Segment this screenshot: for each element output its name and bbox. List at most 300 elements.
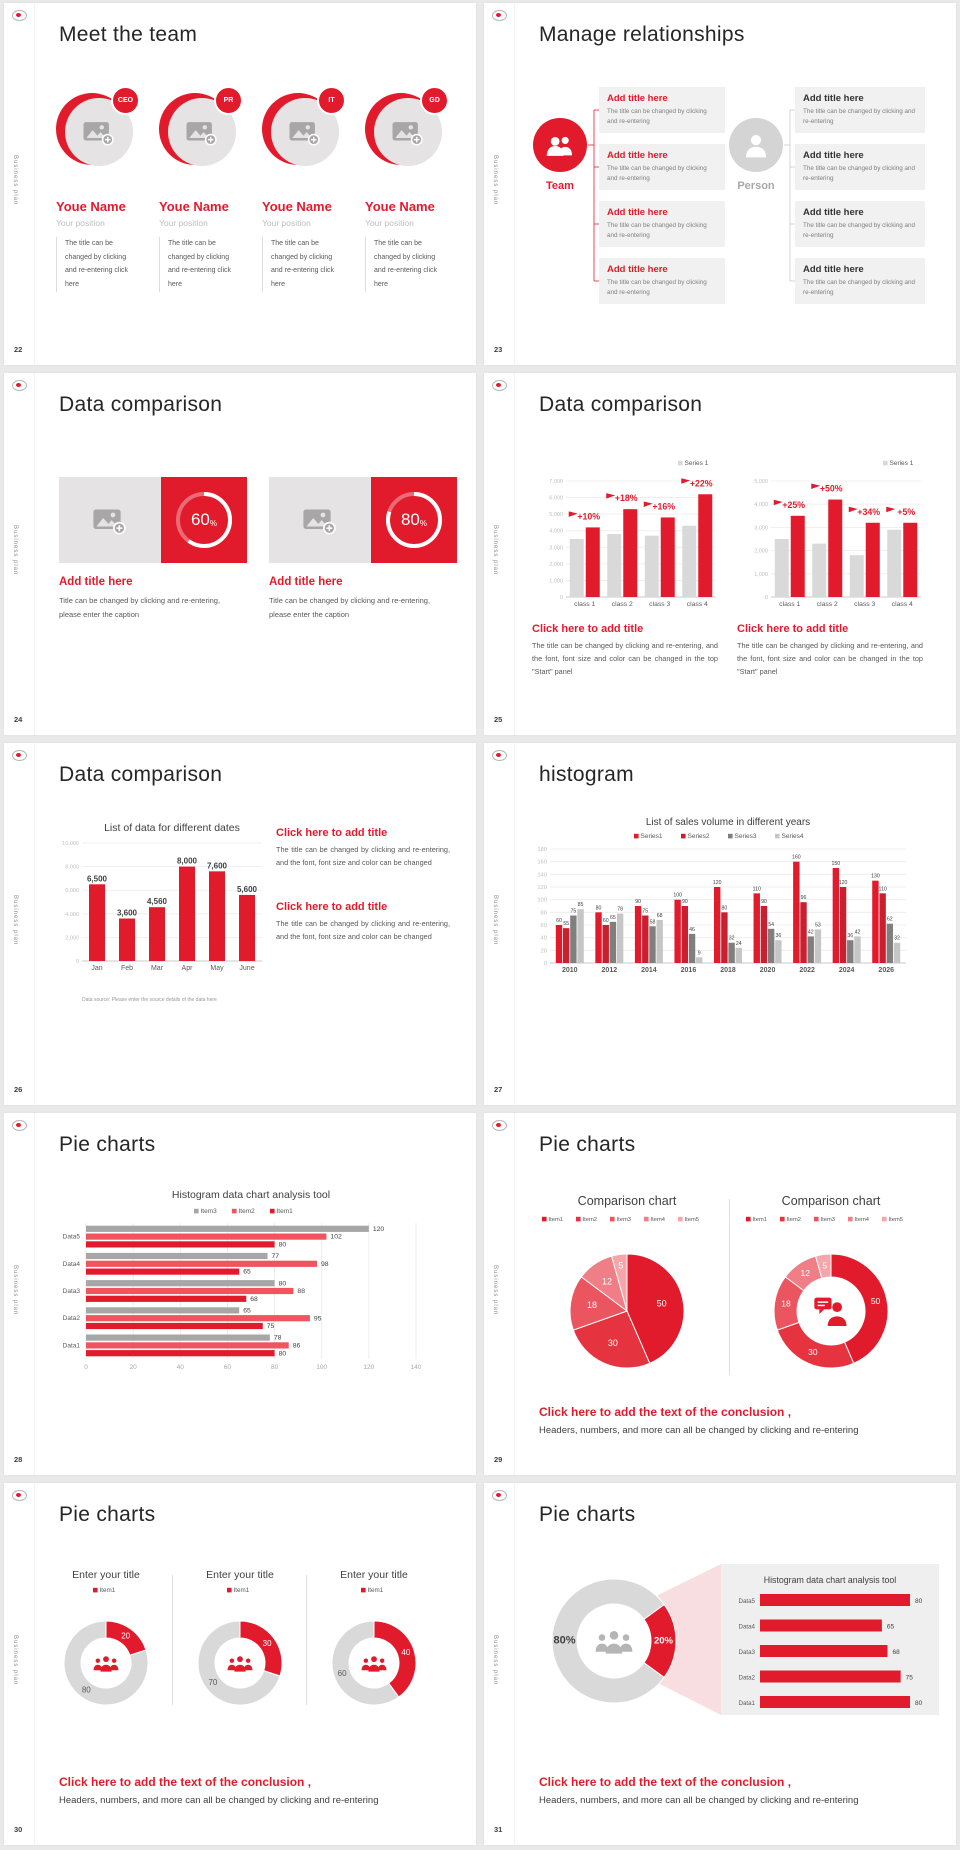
svg-text:42: 42 bbox=[807, 929, 814, 936]
svg-text:120: 120 bbox=[537, 885, 547, 891]
role-badge: GD bbox=[420, 86, 449, 115]
slide-27[interactable] bbox=[484, 743, 956, 1105]
svg-text:80%: 80% bbox=[553, 1634, 576, 1647]
svg-text:Data4: Data4 bbox=[62, 1260, 80, 1268]
svg-text:12: 12 bbox=[800, 1267, 811, 1278]
brand-logo-icon bbox=[12, 750, 27, 761]
svg-text:Item3: Item3 bbox=[616, 1217, 631, 1223]
svg-text:Series 1: Series 1 bbox=[684, 460, 709, 467]
svg-text:9: 9 bbox=[697, 950, 701, 957]
slide-title: Manage relationships bbox=[539, 23, 745, 46]
box-desc: The title can be changed by clicking and re-entering bbox=[803, 222, 916, 239]
svg-text:class 4: class 4 bbox=[891, 601, 913, 608]
svg-text:2,000: 2,000 bbox=[549, 561, 563, 568]
svg-text:6,500: 6,500 bbox=[86, 874, 108, 884]
donut-chart bbox=[174, 1565, 306, 1727]
svg-text:Item2: Item2 bbox=[238, 1208, 255, 1215]
svg-text:80: 80 bbox=[270, 1364, 279, 1371]
svg-text:Series 1: Series 1 bbox=[889, 460, 914, 467]
svg-text:Item2: Item2 bbox=[786, 1217, 801, 1223]
svg-text:2020: 2020 bbox=[759, 967, 776, 974]
svg-text:5: 5 bbox=[822, 1260, 828, 1271]
svg-text:20: 20 bbox=[121, 1631, 131, 1641]
svg-text:Item5: Item5 bbox=[684, 1217, 699, 1223]
svg-text:160: 160 bbox=[537, 859, 547, 866]
svg-text:100: 100 bbox=[673, 892, 682, 899]
svg-text:18: 18 bbox=[781, 1298, 791, 1309]
page-number: 26 bbox=[14, 1085, 23, 1094]
vertical-brand-text: Business plan bbox=[12, 525, 18, 576]
image-placeholder-icon bbox=[186, 119, 218, 146]
progress-panel bbox=[371, 477, 457, 563]
progress-value: 60 % bbox=[190, 510, 218, 529]
brand-logo-icon bbox=[12, 380, 27, 391]
svg-text:65: 65 bbox=[886, 1623, 895, 1631]
svg-text:4,560: 4,560 bbox=[146, 897, 168, 907]
svg-text:Data1: Data1 bbox=[62, 1342, 80, 1350]
member-desc: The title can be changed by clicking and re-entering click here bbox=[262, 237, 345, 292]
svg-text:Data3: Data3 bbox=[62, 1288, 80, 1295]
vertical-brand-text: Business plan bbox=[12, 895, 18, 946]
box-desc: The title can be changed by clicking and re-entering bbox=[607, 165, 707, 182]
svg-text:60: 60 bbox=[602, 918, 609, 924]
svg-text:68: 68 bbox=[892, 1649, 900, 1656]
role-badge: CEO bbox=[111, 86, 140, 115]
svg-text:77: 77 bbox=[271, 1253, 280, 1261]
team-circle bbox=[533, 118, 587, 172]
svg-text:75: 75 bbox=[642, 908, 649, 915]
svg-text:30: 30 bbox=[808, 1347, 818, 1358]
svg-text:140: 140 bbox=[410, 1364, 422, 1371]
slide-30[interactable] bbox=[4, 1483, 476, 1845]
slide-23[interactable] bbox=[484, 3, 956, 365]
svg-text:4,000: 4,000 bbox=[549, 528, 563, 535]
svg-text:80: 80 bbox=[278, 1350, 287, 1358]
vertical-brand-text: Business plan bbox=[492, 155, 498, 206]
svg-text:75: 75 bbox=[570, 908, 577, 915]
svg-text:70: 70 bbox=[208, 1678, 218, 1688]
grouped-bar-chart bbox=[530, 453, 722, 621]
member-name: Youe Name bbox=[262, 199, 332, 214]
slide-25[interactable] bbox=[484, 373, 956, 735]
conclusion-title: Click here to add the text of the conclusion , bbox=[539, 1405, 792, 1419]
svg-text:65: 65 bbox=[243, 1268, 251, 1276]
svg-text:2014: 2014 bbox=[641, 967, 657, 974]
member-position: Your position bbox=[365, 218, 414, 228]
yearly-histogram-chart bbox=[520, 811, 924, 1007]
svg-text:18: 18 bbox=[587, 1300, 598, 1311]
svg-text:May: May bbox=[210, 965, 224, 972]
svg-text:65: 65 bbox=[610, 914, 616, 921]
svg-text:Histogram data chart analysis: Histogram data chart analysis tool bbox=[763, 1575, 897, 1585]
image-placeholder bbox=[59, 477, 161, 563]
svg-text:36: 36 bbox=[847, 933, 854, 940]
brand-logo-icon bbox=[12, 10, 27, 21]
svg-text:Data2: Data2 bbox=[62, 1315, 80, 1323]
member-desc: The title can be changed by clicking and re-entering click here bbox=[365, 237, 448, 292]
conclusion-desc: Headers, numbers, and more can all be changed by clicking and re-entering bbox=[59, 1795, 379, 1806]
slide-28[interactable] bbox=[4, 1113, 476, 1475]
svg-text:Item1: Item1 bbox=[233, 1587, 250, 1594]
svg-text:40: 40 bbox=[401, 1648, 411, 1658]
svg-text:+10%: +10% bbox=[577, 511, 601, 522]
slide-29[interactable] bbox=[484, 1113, 956, 1475]
slide-title: Pie charts bbox=[59, 1133, 156, 1156]
svg-text:+16%: +16% bbox=[652, 501, 676, 512]
conclusion-title: Click here to add the text of the conclusion , bbox=[539, 1775, 792, 1789]
progress-value: 80 % bbox=[400, 510, 428, 529]
donut-chart bbox=[308, 1565, 440, 1727]
svg-text:88: 88 bbox=[297, 1288, 305, 1296]
svg-text:80: 80 bbox=[540, 910, 547, 917]
chart-caption: Click here to add title bbox=[737, 623, 849, 635]
svg-text:90: 90 bbox=[681, 899, 688, 905]
layout-guide-line bbox=[514, 373, 515, 735]
relationship-box bbox=[795, 258, 925, 304]
chart-caption-desc: The title can be changed by clicking and re-entering, and the font, font size and color can be changed bbox=[276, 919, 450, 942]
svg-text:75: 75 bbox=[905, 1674, 913, 1682]
relationship-box bbox=[599, 201, 725, 247]
svg-text:80: 80 bbox=[915, 1700, 923, 1707]
chart-caption: Click here to add title bbox=[276, 827, 388, 839]
chart-caption-desc: The title can be changed by clicking and re-entering, and the font, font size and color can be changed in the top "Start" panel bbox=[737, 641, 923, 677]
slide-title: Pie charts bbox=[539, 1133, 636, 1156]
svg-text:120: 120 bbox=[363, 1364, 375, 1371]
svg-text:5,000: 5,000 bbox=[754, 479, 768, 485]
svg-text:Apr: Apr bbox=[181, 965, 193, 972]
svg-text:110: 110 bbox=[878, 886, 887, 893]
svg-text:130: 130 bbox=[871, 873, 880, 880]
svg-text:50: 50 bbox=[870, 1296, 881, 1307]
member-name: Youe Name bbox=[56, 199, 126, 214]
svg-text:0: 0 bbox=[75, 959, 79, 965]
donut-chart bbox=[40, 1565, 172, 1727]
slide-title: Data comparison bbox=[539, 393, 703, 416]
svg-text:Item4: Item4 bbox=[854, 1217, 869, 1223]
svg-text:List of data for different dat: List of data for different dates bbox=[104, 822, 240, 834]
svg-text:Comparison chart: Comparison chart bbox=[781, 1194, 881, 1208]
svg-text:+22%: +22% bbox=[689, 478, 713, 489]
page-number: 28 bbox=[14, 1455, 23, 1464]
team-icon bbox=[545, 135, 575, 156]
svg-text:5,000: 5,000 bbox=[549, 512, 563, 519]
svg-text:20: 20 bbox=[540, 948, 547, 955]
svg-text:75: 75 bbox=[266, 1323, 275, 1331]
card-title: Add title here bbox=[269, 576, 343, 588]
svg-text:class 2: class 2 bbox=[816, 601, 838, 608]
svg-text:78: 78 bbox=[617, 906, 624, 913]
svg-text:Feb: Feb bbox=[120, 965, 134, 972]
svg-text:5: 5 bbox=[618, 1260, 624, 1271]
svg-text:2026: 2026 bbox=[878, 967, 895, 974]
svg-text:55: 55 bbox=[563, 921, 570, 928]
svg-text:8,000: 8,000 bbox=[65, 864, 79, 871]
person-label: Person bbox=[737, 180, 775, 192]
slide-31[interactable] bbox=[484, 1483, 956, 1845]
svg-text:68: 68 bbox=[656, 912, 663, 919]
svg-text:96: 96 bbox=[800, 895, 807, 902]
svg-text:100: 100 bbox=[316, 1364, 328, 1371]
member-desc: The title can be changed by clicking and re-entering click here bbox=[56, 237, 139, 292]
svg-text:32: 32 bbox=[894, 935, 900, 942]
svg-text:+18%: +18% bbox=[614, 493, 638, 504]
brand-logo-icon bbox=[492, 1490, 507, 1501]
box-desc: The title can be changed by clicking and re-entering bbox=[607, 108, 707, 125]
card-title: Add title here bbox=[59, 576, 133, 588]
svg-text:6,000: 6,000 bbox=[65, 888, 79, 895]
svg-text:Item1: Item1 bbox=[367, 1587, 384, 1594]
svg-text:0: 0 bbox=[84, 1364, 88, 1371]
chart-caption-desc: The title can be changed by clicking and re-entering, and the font, font size and color can be changed in the top "Start" panel bbox=[532, 641, 718, 677]
svg-text:62: 62 bbox=[886, 916, 893, 923]
relationship-box bbox=[795, 201, 925, 247]
slide-title: Meet the team bbox=[59, 23, 198, 46]
svg-text:Enter your title: Enter your title bbox=[72, 1569, 140, 1581]
svg-text:Data5: Data5 bbox=[738, 1598, 755, 1605]
relationship-box bbox=[795, 87, 925, 133]
svg-text:Item1: Item1 bbox=[752, 1217, 767, 1223]
box-title: Add title here bbox=[607, 264, 668, 275]
image-placeholder bbox=[269, 477, 371, 563]
image-placeholder-icon bbox=[289, 119, 321, 146]
page-number: 24 bbox=[14, 715, 23, 724]
avatar bbox=[262, 91, 340, 169]
svg-text:Jan: Jan bbox=[91, 965, 103, 972]
percent-card bbox=[59, 477, 247, 563]
vertical-brand-text: Business plan bbox=[492, 1265, 498, 1316]
layout-guide-line bbox=[514, 3, 515, 365]
svg-text:Mar: Mar bbox=[150, 965, 164, 972]
divider bbox=[729, 1199, 730, 1375]
svg-text:3,000: 3,000 bbox=[549, 545, 563, 552]
svg-text:Item3: Item3 bbox=[200, 1208, 217, 1215]
vertical-brand-text: Business plan bbox=[12, 155, 18, 206]
svg-text:120: 120 bbox=[372, 1225, 385, 1233]
slide-24[interactable] bbox=[4, 373, 476, 735]
svg-text:8,000: 8,000 bbox=[176, 856, 198, 866]
box-desc: The title can be changed by clicking and re-entering bbox=[803, 165, 916, 182]
svg-text:2016: 2016 bbox=[680, 967, 697, 974]
team-member-card bbox=[365, 91, 459, 292]
grouped-bar-chart bbox=[735, 453, 927, 621]
svg-text:Data2: Data2 bbox=[738, 1674, 755, 1682]
member-name: Youe Name bbox=[365, 199, 435, 214]
avatar bbox=[159, 91, 237, 169]
vertical-brand-text: Business plan bbox=[12, 1265, 18, 1316]
brand-logo-icon bbox=[492, 750, 507, 761]
chart-caption: Click here to add title bbox=[276, 901, 388, 913]
svg-text:30: 30 bbox=[262, 1638, 272, 1648]
svg-text:1,000: 1,000 bbox=[754, 571, 768, 578]
image-placeholder-icon bbox=[303, 506, 337, 535]
svg-text:class 2: class 2 bbox=[611, 601, 633, 608]
svg-text:60: 60 bbox=[223, 1364, 232, 1371]
svg-text:40: 40 bbox=[176, 1364, 184, 1371]
svg-text:Item1: Item1 bbox=[548, 1217, 563, 1223]
brand-logo-icon bbox=[492, 1120, 507, 1131]
svg-text:4,000: 4,000 bbox=[754, 502, 768, 509]
slide-title: Data comparison bbox=[59, 393, 223, 416]
percent-card bbox=[269, 477, 457, 563]
page-number: 22 bbox=[14, 345, 23, 354]
page-number: 23 bbox=[494, 345, 503, 354]
slide-title: Pie charts bbox=[539, 1503, 636, 1526]
svg-text:2024: 2024 bbox=[838, 967, 855, 974]
svg-text:95: 95 bbox=[313, 1315, 322, 1323]
svg-text:+25%: +25% bbox=[782, 499, 806, 510]
member-position: Your position bbox=[262, 218, 311, 228]
page-number: 25 bbox=[494, 715, 503, 724]
svg-text:12: 12 bbox=[602, 1276, 613, 1287]
svg-text:20%: 20% bbox=[653, 1635, 674, 1647]
svg-text:98: 98 bbox=[321, 1260, 329, 1268]
divider bbox=[172, 1575, 173, 1705]
brand-logo-icon bbox=[12, 1490, 27, 1501]
conclusion-desc: Headers, numbers, and more can all be changed by clicking and re-entering bbox=[539, 1425, 859, 1436]
svg-text:110: 110 bbox=[752, 886, 761, 893]
svg-text:2010: 2010 bbox=[561, 967, 578, 974]
conclusion-desc: Headers, numbers, and more can all be changed by clicking and re-entering bbox=[539, 1795, 859, 1806]
svg-text:Item3: Item3 bbox=[820, 1217, 835, 1223]
box-title: Add title here bbox=[803, 207, 864, 218]
slide-title: histogram bbox=[539, 763, 634, 786]
box-title: Add title here bbox=[607, 93, 668, 104]
box-title: Add title here bbox=[803, 150, 864, 161]
svg-text:46: 46 bbox=[689, 926, 695, 933]
team-member-card bbox=[159, 91, 253, 292]
layout-guide-line bbox=[34, 373, 35, 735]
box-desc: The title can be changed by clicking and re-entering bbox=[607, 222, 707, 239]
svg-text:160: 160 bbox=[791, 854, 801, 861]
svg-text:5,600: 5,600 bbox=[236, 884, 258, 894]
svg-text:Enter your title: Enter your title bbox=[340, 1569, 408, 1581]
box-title: Add title here bbox=[803, 264, 864, 275]
svg-text:Series4: Series4 bbox=[781, 833, 804, 840]
svg-text:Item1: Item1 bbox=[276, 1208, 293, 1215]
svg-text:2,000: 2,000 bbox=[65, 935, 79, 942]
svg-text:50: 50 bbox=[656, 1298, 667, 1309]
svg-text:80: 80 bbox=[595, 905, 602, 912]
horizontal-bar-chart bbox=[34, 1185, 448, 1397]
svg-text:Enter your title: Enter your title bbox=[206, 1569, 274, 1581]
svg-text:80: 80 bbox=[81, 1685, 91, 1695]
progress-panel bbox=[161, 477, 247, 563]
svg-text:Series2: Series2 bbox=[687, 833, 710, 840]
svg-text:60: 60 bbox=[337, 1668, 347, 1678]
relationship-box bbox=[795, 144, 925, 190]
layout-guide-line bbox=[514, 743, 515, 1105]
conclusion-title: Click here to add the text of the conclusion , bbox=[59, 1775, 312, 1789]
svg-text:7,000: 7,000 bbox=[549, 479, 563, 485]
svg-text:Item2: Item2 bbox=[582, 1217, 597, 1223]
svg-text:June: June bbox=[239, 965, 255, 972]
member-position: Your position bbox=[56, 218, 105, 228]
card-desc: Title can be changed by clicking and re-entering, please enter the caption bbox=[269, 596, 431, 619]
relationship-box bbox=[599, 87, 725, 133]
svg-text:class 4: class 4 bbox=[686, 601, 708, 608]
vertical-brand-text: Business plan bbox=[492, 1635, 498, 1686]
person-circle bbox=[729, 118, 783, 172]
svg-text:Comparison chart: Comparison chart bbox=[577, 1194, 677, 1208]
svg-text:24: 24 bbox=[735, 940, 742, 947]
svg-text:class 3: class 3 bbox=[649, 601, 671, 608]
layout-guide-line bbox=[34, 1483, 35, 1845]
svg-text:Series1: Series1 bbox=[640, 833, 663, 840]
relationship-box bbox=[599, 144, 725, 190]
svg-text:86: 86 bbox=[292, 1342, 301, 1350]
member-name: Youe Name bbox=[159, 199, 229, 214]
svg-text:3,600: 3,600 bbox=[116, 908, 138, 918]
svg-text:80: 80 bbox=[721, 905, 728, 912]
vertical-brand-text: Business plan bbox=[492, 525, 498, 576]
svg-text:2,000: 2,000 bbox=[754, 548, 768, 555]
svg-text:+5%: +5% bbox=[897, 506, 916, 517]
box-desc: The title can be changed by clicking and re-entering bbox=[607, 279, 707, 296]
brand-logo-icon bbox=[492, 380, 507, 391]
relationship-box bbox=[599, 258, 725, 304]
svg-text:Series3: Series3 bbox=[734, 833, 757, 840]
page-number: 31 bbox=[494, 1825, 503, 1834]
member-position: Your position bbox=[159, 218, 208, 228]
slide-22[interactable] bbox=[4, 3, 476, 365]
svg-text:0: 0 bbox=[543, 961, 547, 967]
chart-caption: Click here to add title bbox=[532, 623, 644, 635]
box-title: Add title here bbox=[607, 207, 668, 218]
svg-text:List of sales volume in differ: List of sales volume in different years bbox=[645, 817, 811, 828]
svg-text:53: 53 bbox=[815, 922, 821, 929]
svg-text:Data3: Data3 bbox=[738, 1649, 755, 1656]
role-badge: IT bbox=[317, 86, 346, 115]
svg-text:80: 80 bbox=[915, 1598, 923, 1605]
layout-guide-line bbox=[34, 3, 35, 365]
svg-text:100: 100 bbox=[537, 897, 547, 904]
box-title: Add title here bbox=[607, 150, 668, 161]
box-desc: The title can be changed by clicking and re-entering bbox=[803, 108, 916, 125]
page-number: 29 bbox=[494, 1455, 503, 1464]
image-placeholder-icon bbox=[83, 119, 115, 146]
svg-text:Histogram data chart analysis: Histogram data chart analysis tool bbox=[171, 1189, 331, 1201]
team-member-card bbox=[262, 91, 356, 292]
box-title: Add title here bbox=[803, 93, 864, 104]
chart-caption-desc: The title can be changed by clicking and re-entering, and the font, font size and color can be changed bbox=[276, 845, 450, 868]
page-number: 27 bbox=[494, 1085, 503, 1094]
svg-text:20: 20 bbox=[129, 1364, 137, 1371]
svg-text:85: 85 bbox=[577, 902, 584, 909]
svg-text:class 1: class 1 bbox=[574, 601, 596, 608]
svg-text:Data4: Data4 bbox=[738, 1623, 755, 1631]
person-icon bbox=[744, 133, 768, 158]
svg-text:3,000: 3,000 bbox=[754, 525, 768, 532]
donut-chart bbox=[736, 1189, 926, 1389]
slide-26[interactable] bbox=[4, 743, 476, 1105]
image-placeholder-icon bbox=[392, 119, 424, 146]
monthly-bar-chart bbox=[48, 817, 270, 995]
image-placeholder-icon bbox=[93, 506, 127, 535]
card-desc: Title can be changed by clicking and re-entering, please enter the caption bbox=[59, 596, 221, 619]
layout-guide-line bbox=[34, 743, 35, 1105]
svg-text:4,000: 4,000 bbox=[65, 911, 79, 918]
svg-text:40: 40 bbox=[540, 935, 547, 942]
svg-text:30: 30 bbox=[607, 1337, 618, 1348]
donut-chart bbox=[514, 1547, 714, 1737]
svg-text:Item5: Item5 bbox=[888, 1217, 903, 1223]
brand-logo-icon bbox=[12, 1120, 27, 1131]
svg-text:class 1: class 1 bbox=[779, 601, 801, 608]
vertical-brand-text: Business plan bbox=[492, 895, 498, 946]
svg-text:42: 42 bbox=[854, 929, 861, 936]
svg-text:140: 140 bbox=[537, 872, 547, 879]
svg-text:150: 150 bbox=[831, 861, 841, 867]
